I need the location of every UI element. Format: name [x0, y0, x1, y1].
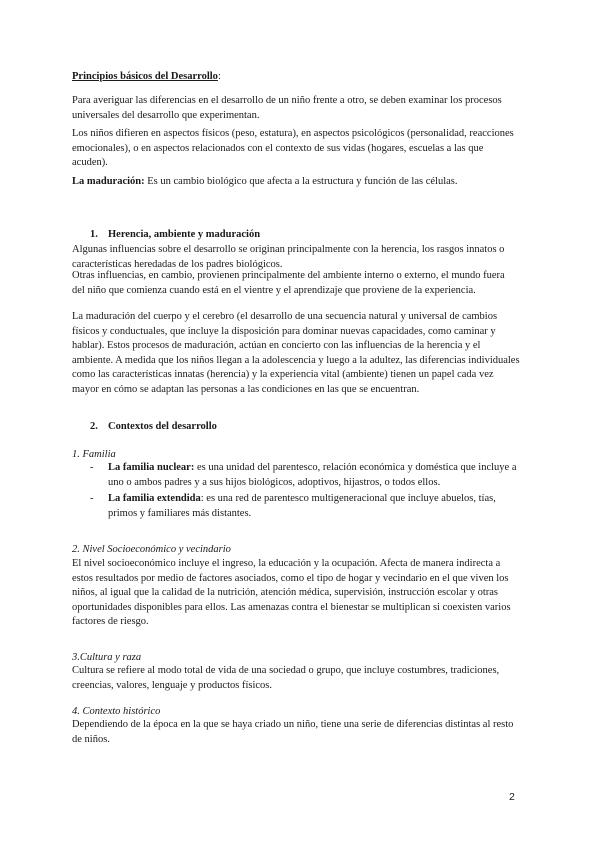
familia-heading: 1. Familia	[72, 449, 116, 460]
section-2-title: Contextos del desarrollo	[108, 421, 217, 432]
historico-heading: 4. Contexto histórico	[72, 706, 161, 717]
intro-title	[72, 70, 520, 85]
nivel-paragraph: El nivel socioeconómico incluye el ingreso, la educación y la ocupación. Afecta de manera indirecta a estos resultados por medio de factores asociados, como el tipo de hogar y vecindario en el que viven los niños, al igual que la calidad de la nutrición, atención médica, supervisión, instrucción escolar y otras oportunidades disponibles para ellos. Las amenazas contra el bienestar se multiplican si coexisten varios factores de riesgo.	[72, 558, 511, 627]
section-2-heading	[90, 421, 217, 432]
section-1-paragraph-2: Otras influencias, en cambio, provienen principalmente del ambiente interno o externo, el mundo fuera del niño que comienza cuando está en el vientre y el aprendizaje que proviene de la experiencia.	[72, 270, 505, 296]
familia-extendida-text: : es una red de parentesco multigeneracional que incluye abuelos, tías, primos y familiares más distantes.	[108, 493, 496, 519]
intro-paragraph-1: Para averiguar las diferencias en el desarrollo de un niño frente a otro, se deben examinar los procesos universales del desarrollo que experimentan.	[72, 95, 502, 121]
familia-extendida-label: La familia extendida	[108, 493, 201, 504]
bullet-dash: -	[90, 462, 94, 473]
section-2-number: 2.	[90, 421, 98, 432]
familia-nuclear-text: es una unidad del parentesco, relación económica y doméstica que incluye a uno o ambos padres y a sus hijos biológicos, adoptivos, hijastros, o todos ellos.	[108, 462, 517, 488]
cultura-heading: 3.Cultura y raza	[72, 652, 142, 663]
maduracion-label: La maduración:	[72, 176, 145, 187]
list-item	[90, 492, 520, 521]
familia-nuclear-label: La familia nuclear:	[108, 462, 195, 473]
list-item	[90, 461, 520, 490]
intro-paragraph-2: Los niños difieren en aspectos físicos (peso, estatura), en aspectos psicológicos (personalidad, reacciones emocionales), o en aspectos relacionados con el contexto de sus vidas (hogares, escuelas a las que acuden).	[72, 128, 514, 168]
section-1-title: Herencia, ambiente y maduración	[108, 229, 261, 240]
nivel-heading: 2. Nivel Socioeconómico y vecindario	[72, 544, 231, 555]
section-1-heading	[90, 229, 260, 240]
section-1-number: 1.	[90, 229, 98, 240]
cultura-paragraph: Cultura se refiere al modo total de vida de una sociedad o grupo, que incluye costumbres, tradiciones, creencias, valores, lenguaje y productos físicos.	[72, 665, 500, 691]
bullet-dash: -	[90, 493, 94, 504]
intro-title-text: Principios básicos del Desarrollo	[72, 71, 218, 82]
familia-list	[90, 461, 520, 523]
intro-title-suffix: :	[217, 71, 221, 82]
historico-paragraph: Dependiendo de la época en la que se haya criado un niño, tiene una serie de diferencias distintas al resto de niños.	[72, 719, 514, 745]
page-number: 2	[509, 791, 515, 803]
section-1-paragraph-3: La maduración del cuerpo y el cerebro (el desarrollo de una secuencia natural y universal de cambios físicos y conductuales, que incluye la disposición para dominar nuevas capacidades, como caminar y hablar). Estos procesos de maduración, actúan en concierto con las influencias de la herencia y el ambiente. A medida que los niños llegan a la adolescencia y luego a la adultez, las diferencias individuales como las características innatas (herencia) y la experiencia vital (ambiente) tienen un papel cada vez mayor en cómo se adaptan las personas a las condiciones en las que se encuentran.	[72, 311, 520, 395]
maduracion-definition	[72, 175, 520, 190]
maduracion-text: Es un cambio biológico que afecta a la estructura y función de las células.	[144, 176, 458, 187]
section-1-paragraph-1: Algunas influencias sobre el desarrollo se originan principalmente con la herencia, los rasgos innatos o características heredadas de los padres biológicos.	[72, 244, 505, 270]
